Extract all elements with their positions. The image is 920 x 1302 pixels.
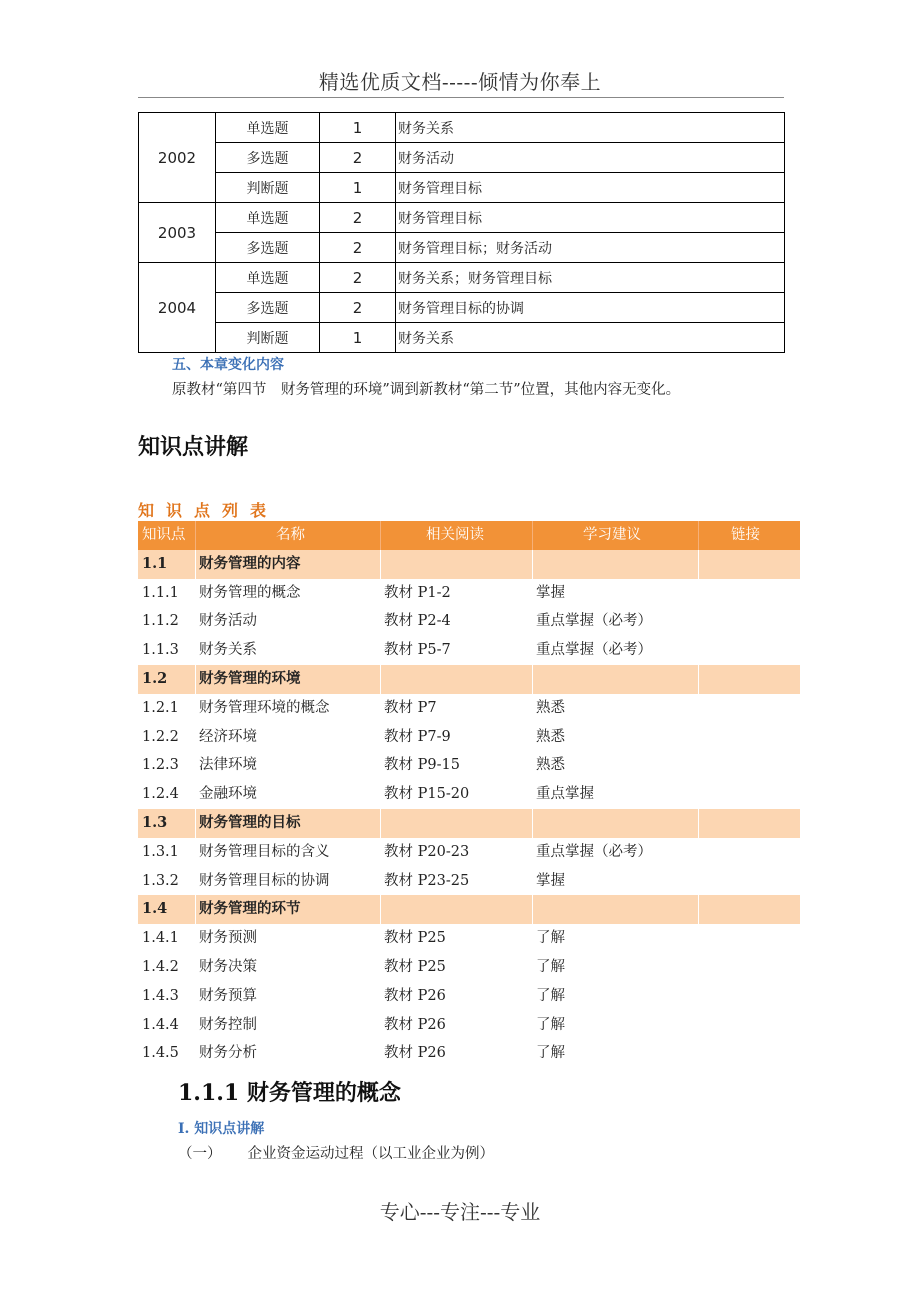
item-reading: 教材 P25 xyxy=(384,930,446,947)
knowledge-item-row xyxy=(138,867,800,896)
question-type: 判断题 xyxy=(216,173,320,203)
column-separator xyxy=(195,809,196,838)
exam-year: 2003 xyxy=(139,203,216,263)
exam-year: 2004 xyxy=(139,263,216,353)
subsection-item xyxy=(178,1142,494,1163)
item-reading: 教材 P23-25 xyxy=(384,872,470,889)
item-name: 财务决策 xyxy=(199,958,257,975)
item-reading: 教材 P26 xyxy=(384,987,446,1004)
column-separator xyxy=(380,550,381,579)
item-id: 1.4.4 xyxy=(142,1016,179,1033)
item-advice: 了解 xyxy=(536,1045,565,1062)
question-topic: 财务管理目标 xyxy=(396,203,785,233)
item-reading: 教材 P1-2 xyxy=(384,584,451,601)
column-separator xyxy=(380,521,381,550)
column-separator xyxy=(380,665,381,694)
item-reading: 教材 P26 xyxy=(384,1016,446,1033)
exam-year: 2002 xyxy=(139,113,216,203)
item-name: 财务分析 xyxy=(199,1045,257,1062)
knowledge-table-header xyxy=(138,521,800,550)
knowledge-item-row xyxy=(138,1011,800,1040)
knowledge-item-row xyxy=(138,579,800,608)
item-name: 财务预测 xyxy=(199,930,257,947)
column-separator xyxy=(380,809,381,838)
item-name: 财务管理目标的协调 xyxy=(199,872,330,889)
column-separator xyxy=(380,895,381,924)
column-header: 链接 xyxy=(731,527,760,543)
question-type: 单选题 xyxy=(216,203,320,233)
item-advice: 重点掌握 xyxy=(536,786,594,803)
knowledge-item-row xyxy=(138,1039,800,1068)
item-name: 财务管理目标的含义 xyxy=(199,843,330,860)
item-id: 1.4.5 xyxy=(142,1045,179,1062)
exam-table-row xyxy=(139,233,785,263)
item-id: 1.3.1 xyxy=(142,843,179,860)
item-advice: 了解 xyxy=(536,958,565,975)
item-advice: 熟悉 xyxy=(536,699,565,716)
subsection-item-text: 企业资金运动过程（以工业企业为例） xyxy=(247,1146,494,1162)
section-five-text: 原教材“第四节 财务管理的环境”调到新教材“第二节”位置，其他内容无变化。 xyxy=(172,382,681,398)
column-header: 名称 xyxy=(276,527,305,543)
item-reading: 教材 P9-15 xyxy=(384,757,460,774)
column-separator xyxy=(532,665,533,694)
knowledge-item-row xyxy=(138,636,800,665)
item-id: 1.2.4 xyxy=(142,786,179,803)
column-separator xyxy=(195,895,196,924)
item-advice: 重点掌握（必考） xyxy=(536,613,652,630)
group-id: 1.2 xyxy=(142,669,168,687)
item-name: 经济环境 xyxy=(199,728,257,745)
exam-table xyxy=(138,112,785,353)
item-id: 1.4.3 xyxy=(142,987,179,1004)
question-type: 判断题 xyxy=(216,323,320,353)
item-id: 1.2.1 xyxy=(142,699,179,716)
knowledge-item-row xyxy=(138,924,800,953)
column-header: 知识点 xyxy=(142,527,186,543)
question-count: 2 xyxy=(320,143,396,173)
exam-table-row xyxy=(139,173,785,203)
item-name: 财务管理环境的概念 xyxy=(199,699,330,716)
column-separator xyxy=(532,550,533,579)
column-separator xyxy=(698,550,699,579)
section-five-heading: 五、本章变化内容 xyxy=(172,357,284,373)
item-id: 1.4.2 xyxy=(142,958,179,975)
item-reading: 教材 P15-20 xyxy=(384,786,470,803)
item-name: 财务关系 xyxy=(199,642,257,659)
item-advice: 了解 xyxy=(536,930,565,947)
column-header: 相关阅读 xyxy=(426,527,484,543)
column-separator xyxy=(195,521,196,550)
knowledge-item-row xyxy=(138,780,800,809)
item-advice: 掌握 xyxy=(536,584,565,601)
header-divider xyxy=(138,97,784,98)
question-topic: 财务关系 xyxy=(396,113,785,143)
item-advice: 熟悉 xyxy=(536,757,565,774)
item-reading: 教材 P2-4 xyxy=(384,613,451,630)
item-advice: 重点掌握（必考） xyxy=(536,642,652,659)
item-name: 财务控制 xyxy=(199,1016,257,1033)
knowledge-item-row xyxy=(138,838,800,867)
question-count: 2 xyxy=(320,233,396,263)
group-id: 1.1 xyxy=(142,554,168,572)
group-name: 财务管理的环境 xyxy=(199,669,301,687)
item-name: 财务活动 xyxy=(199,613,257,630)
knowledge-item-row xyxy=(138,607,800,636)
knowledge-group-row xyxy=(138,895,800,924)
subsection-title: 1.1.1 财务管理的概念 xyxy=(178,1080,401,1106)
item-advice: 了解 xyxy=(536,987,565,1004)
knowledge-item-row xyxy=(138,953,800,982)
group-name: 财务管理的环节 xyxy=(199,900,301,918)
item-advice: 重点掌握（必考） xyxy=(536,843,652,860)
item-id: 1.2.2 xyxy=(142,728,179,745)
subsection-heading: I. 知识点讲解 xyxy=(178,1121,265,1137)
item-reading: 教材 P5-7 xyxy=(384,642,451,659)
item-name: 法律环境 xyxy=(199,757,257,774)
question-topic: 财务活动 xyxy=(396,143,785,173)
column-separator xyxy=(532,809,533,838)
question-type: 多选题 xyxy=(216,143,320,173)
item-id: 1.1.1 xyxy=(142,584,179,601)
exam-table-row xyxy=(139,323,785,353)
question-topic: 财务管理目标；财务活动 xyxy=(396,233,785,263)
question-count: 1 xyxy=(320,173,396,203)
item-reading: 教材 P25 xyxy=(384,958,446,975)
knowledge-item-row xyxy=(138,751,800,780)
exam-table-row xyxy=(139,203,785,233)
question-type: 单选题 xyxy=(216,113,320,143)
item-reading: 教材 P26 xyxy=(384,1045,446,1062)
item-name: 财务预算 xyxy=(199,987,257,1004)
page-footer: 专心---专注---专业 xyxy=(379,1200,541,1224)
subsection-item-label: （一） xyxy=(178,1146,222,1162)
item-reading: 教材 P7 xyxy=(384,699,437,716)
exam-table-row xyxy=(139,263,785,293)
question-type: 多选题 xyxy=(216,293,320,323)
knowledge-group-row xyxy=(138,665,800,694)
exam-table-row xyxy=(139,293,785,323)
knowledge-group-row xyxy=(138,550,800,579)
item-advice: 了解 xyxy=(536,1016,565,1033)
page-header-title: 精选优质文档-----倾情为你奉上 xyxy=(318,70,602,94)
knowledge-table xyxy=(138,521,800,1068)
item-id: 1.2.3 xyxy=(142,757,179,774)
item-advice: 掌握 xyxy=(536,872,565,889)
question-type: 单选题 xyxy=(216,263,320,293)
exam-table-row xyxy=(139,113,785,143)
group-name: 财务管理的目标 xyxy=(199,813,301,831)
item-name: 金融环境 xyxy=(199,786,257,803)
column-separator xyxy=(698,809,699,838)
main-title: 知识点讲解 xyxy=(138,435,249,460)
group-id: 1.3 xyxy=(142,813,168,831)
column-header: 学习建议 xyxy=(583,527,641,543)
question-count: 2 xyxy=(320,293,396,323)
question-topic: 财务管理目标 xyxy=(396,173,785,203)
question-count: 2 xyxy=(320,203,396,233)
item-id: 1.3.2 xyxy=(142,872,179,889)
question-count: 1 xyxy=(320,113,396,143)
question-topic: 财务管理目标的协调 xyxy=(396,293,785,323)
item-id: 1.4.1 xyxy=(142,930,179,947)
knowledge-item-row xyxy=(138,723,800,752)
question-topic: 财务关系；财务管理目标 xyxy=(396,263,785,293)
knowledge-item-row xyxy=(138,694,800,723)
question-type: 多选题 xyxy=(216,233,320,263)
column-separator xyxy=(532,521,533,550)
exam-table-row xyxy=(139,143,785,173)
question-topic: 财务关系 xyxy=(396,323,785,353)
group-name: 财务管理的内容 xyxy=(199,554,301,572)
knowledge-list-title: 知识点列表 xyxy=(138,501,279,520)
knowledge-group-row xyxy=(138,809,800,838)
column-separator xyxy=(698,521,699,550)
question-count: 2 xyxy=(320,263,396,293)
column-separator xyxy=(195,665,196,694)
column-separator xyxy=(698,665,699,694)
column-separator xyxy=(532,895,533,924)
item-id: 1.1.3 xyxy=(142,642,179,659)
group-id: 1.4 xyxy=(142,900,168,918)
item-reading: 教材 P20-23 xyxy=(384,843,470,860)
knowledge-item-row xyxy=(138,982,800,1011)
column-separator xyxy=(698,895,699,924)
question-count: 1 xyxy=(320,323,396,353)
item-name: 财务管理的概念 xyxy=(199,584,301,601)
item-id: 1.1.2 xyxy=(142,613,179,630)
item-reading: 教材 P7-9 xyxy=(384,728,451,745)
item-advice: 熟悉 xyxy=(536,728,565,745)
column-separator xyxy=(195,550,196,579)
